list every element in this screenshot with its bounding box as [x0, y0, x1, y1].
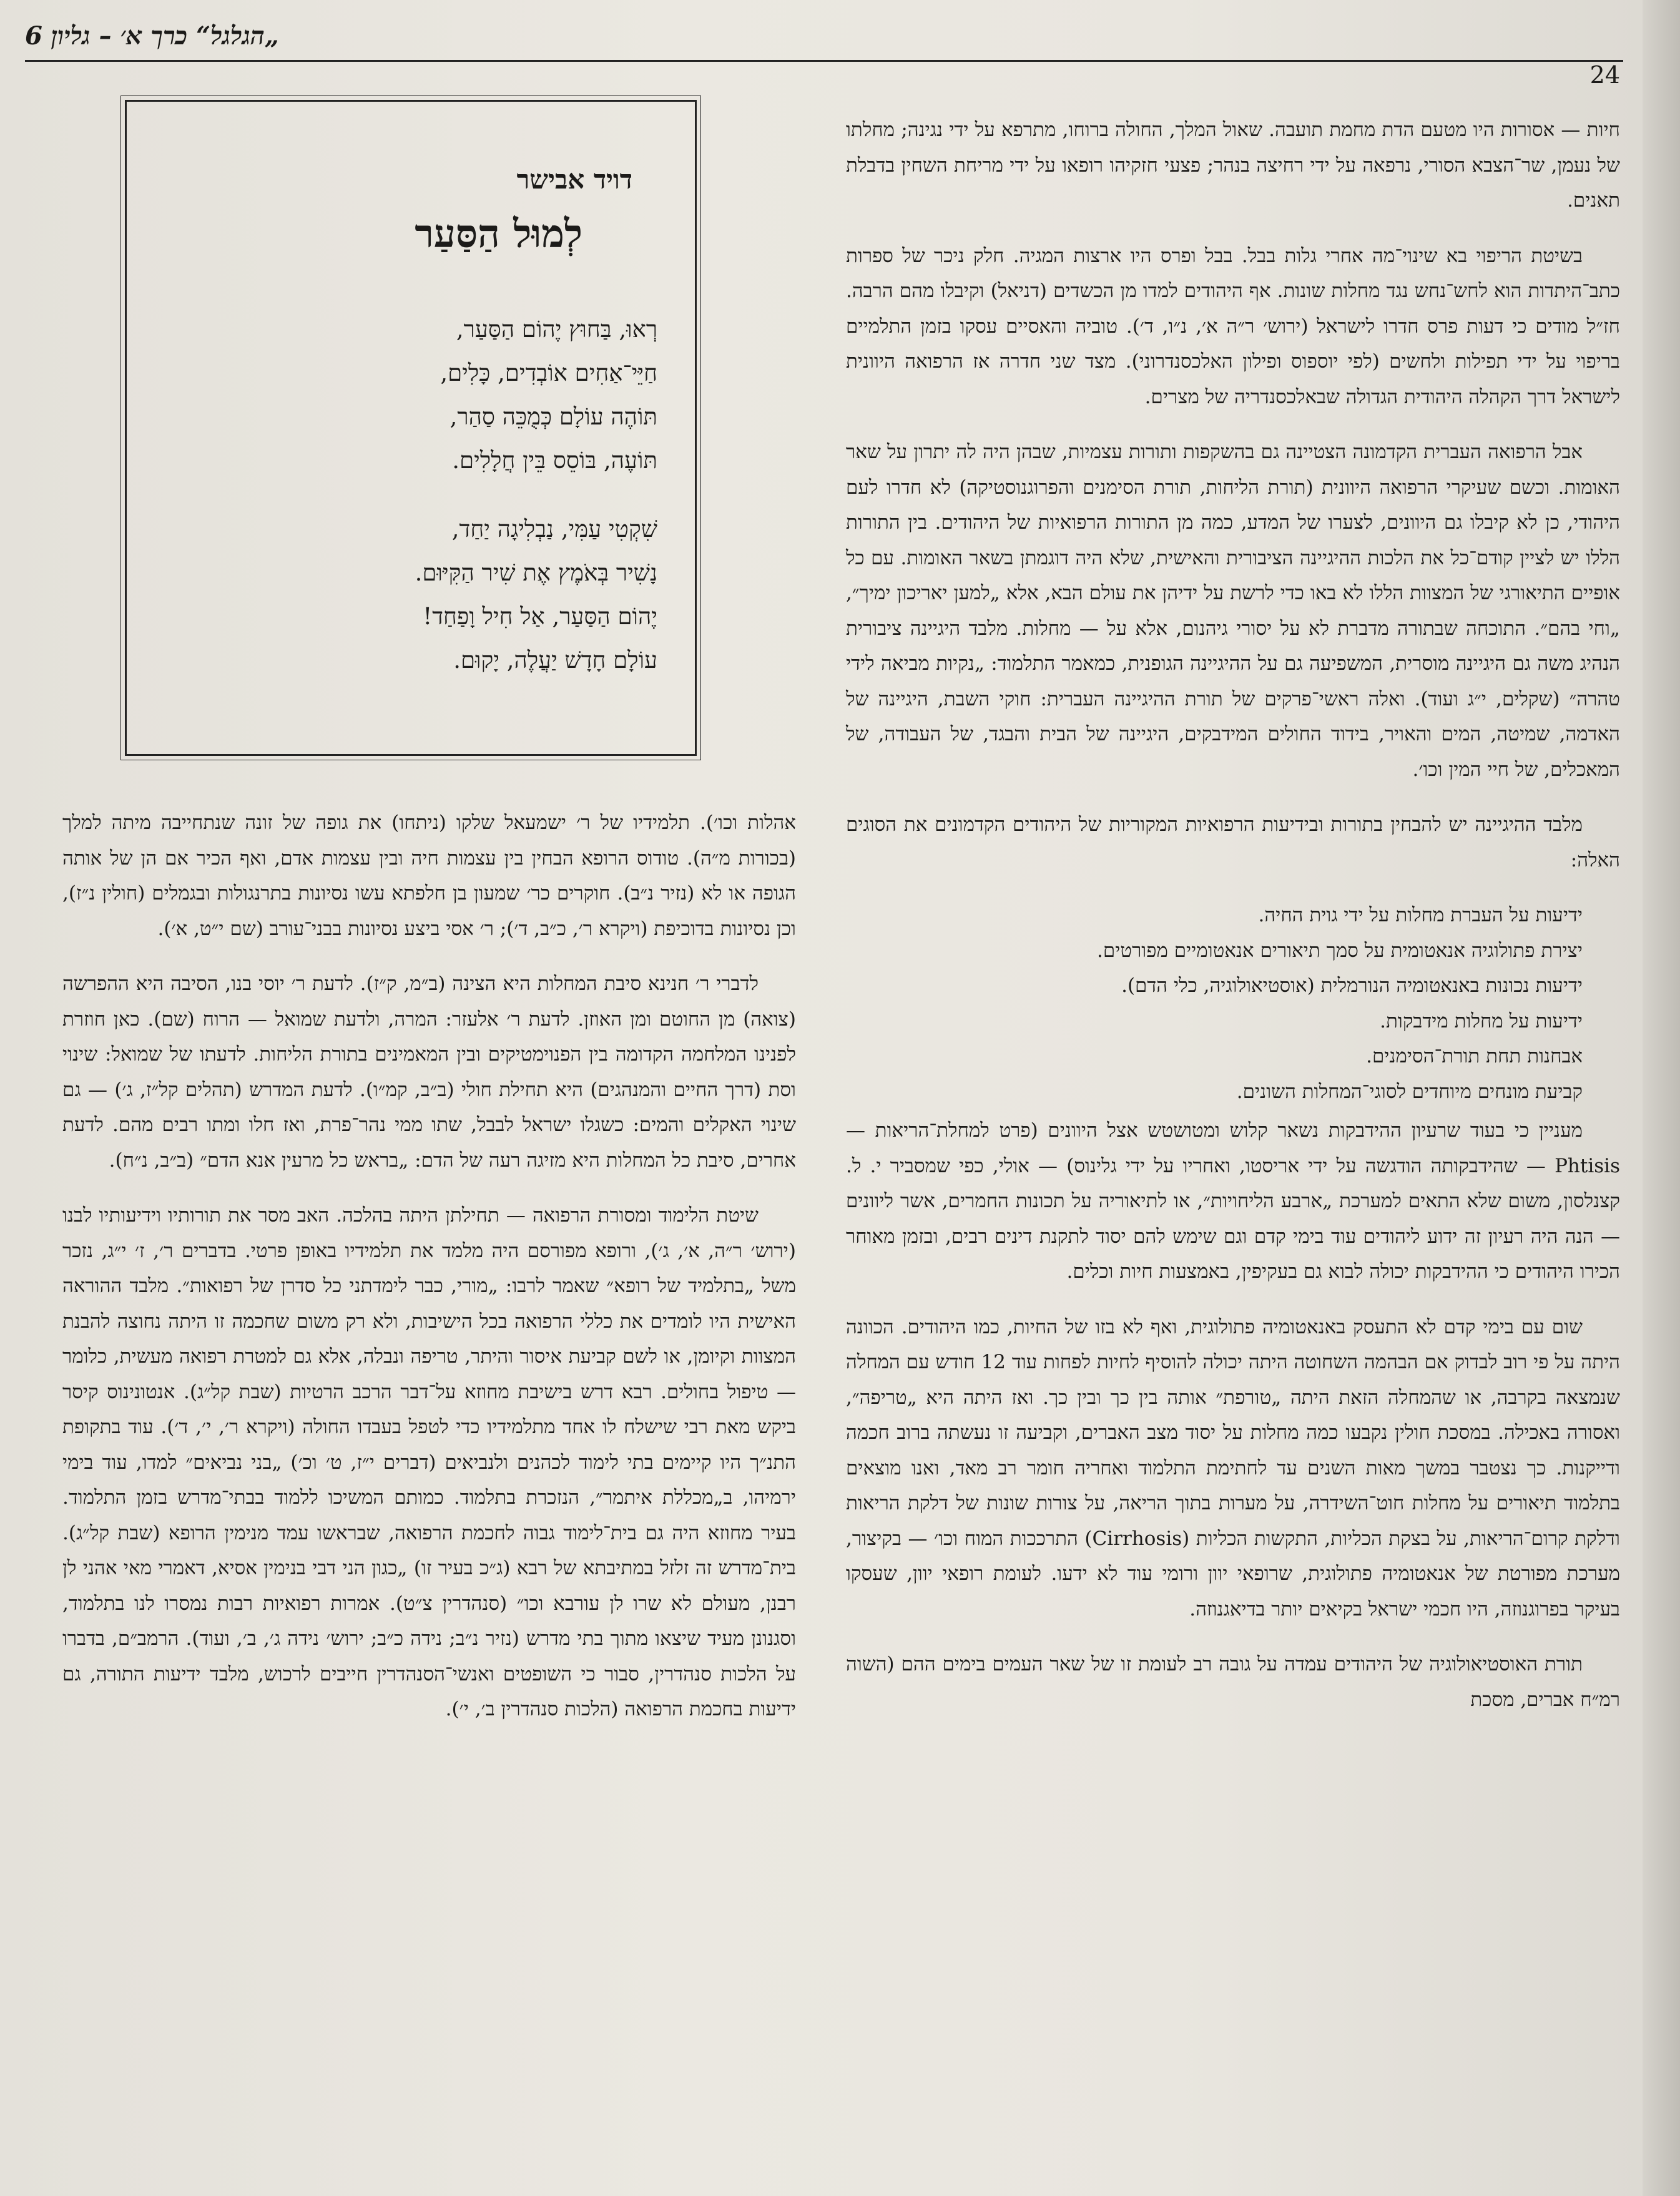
list-item: אבחנות תחת תורת־הסימנים. — [1366, 1045, 1583, 1067]
list-item: ידיעות על מחלות מידבקות. — [1380, 1009, 1583, 1032]
page-edge-shadow — [1643, 0, 1680, 2196]
paragraph: חיות — אסורות היו מטעם הדת מחמת תועבה. שאול המלך, החולה ברוחו, מתרפא על ידי נגינה; מחלתו של נעמן, שר־הצבא הסורי, נרפאה על ידי רחיצה בנהר; פצעי חזקיהו רופאו על ידי מריחת השחין בדבלת תאנים. — [846, 119, 1620, 212]
list-item: ידיעות נכונות באנאטומיה הנורמלית (אוסטיאולוגיה, כלי הדם). — [1121, 974, 1583, 997]
paragraph: אהלות וכו׳). תלמידיו של ר׳ ישמעאל שלקו (ניתחו) את גופה של זונה שנתחייבה מיתה למלך (בכורות מ״ה). טודוס הרופא הבחין בין עצמות חיה ובין עצמות אדם, ואף הכיר אם הן של אותה הגופה או לא (נזיר נ״ב). חוקרים כר׳ שמעון בן חלפתא עשו נסיונות בתרנגולות ובגמלים (חולין נ״ז), וכן נסיונות בדוכיפת (ויקרא ר׳, כ״ב, ד׳); ר׳ אסי ביצע נסיונות בבני־עורב (שם י״ט, א׳). — [62, 811, 796, 940]
poem-line: נָשִׁיר בְּאֹמֶץ אֶת שִׁיר הַקִּיּוּם. — [415, 559, 657, 586]
list-item: ידיעות על העברת מחלות על ידי גוית החיה. — [1258, 904, 1583, 926]
poem-box — [125, 100, 697, 756]
running-header — [25, 14, 1623, 57]
paragraph: בשיטת הריפוי בא שינוי־מה אחרי גלות בבל. בבל ופרס היו ארצות המגיה. חלק ניכר של ספרות כתב־היתדות הוא לחש־נחש נגד מחלות שונות. אף היהודים למדו מן הכשדים (דניאל) וקיבלו מהם הרבה. חז״ל מודים כי דעות פרס חדרו לישראל (ירוש׳ ר״ה א׳, נ״ו, ד׳). טוביה והאסיים עסקו בזמן התלמיים בריפוי על ידי תפילות ולחשים (לפי יוספוס ופילון האלכסנדרוני). מצד שני חדרה אז הרפואה היוונית לישראל דרך הקהלה היהודית הגדולה שבאלכסנדריה של מצרים. — [846, 244, 1620, 408]
paragraph: לדברי ר׳ חנינא סיבת המחלות היא הצינה (ב״מ, ק״ז). לדעת ר׳ יוסי בנו, הסיבה היא ההפרשה (צואה) מן החוטם ומן האוזן. לדעת ר׳ אלעזר: המרה, ולדעת שמואל — הרוח (שם). כאן חוזרת לפנינו המלחמה הקדומה בין הפנוימטיקים ובין המאמינים בתורת הליחות. לדעתו של שמואל: שינוי וסת (דרך החיים והמנהגים) היא תחילת חולי (ב״ב, קמ״ו). לדעת המדרש (תהלים קל״ז, ג׳) — גם שינוי האקלים והמים: כשגלו ישראל לבבל, שתו ממי נהר־פרת, ואז חלו ומתו רבים מהם. לדעת אחרים, סיבת כל המחלות היא מזיגה רעה של הדם: „בראש כל מרעין אנא הדם״ (ב״ב, נ״ח). — [62, 973, 796, 1172]
knowledge-list — [846, 898, 1620, 1109]
paragraph: שום עם בימי קדם לא התעסק באנאטומיה פתולוגית, ואף לא בזו של החיות, כמו היהודים. הכוונה היתה על פי רוב לבדוק אם הבהמה השחוטה היתה יכולה להוסיף לחיות לפחות עוד 12 חודש עם המחלה שנמצאה בקרבה, או שהמחלה הזאת היתה „טורפת״ אותה בין כך ובין כך. ואז היתה היא „טריפה״, ואסורה באכילה. במסכת חולין נקבעו כמה מחלות על יסוד מצב האברים, וקביעה זו נעשתה ברוב חכמה ודייקנות. כך נצטבר במשך מאות השנים עד לחתימת התלמוד ואחריה חומר רב מאד, ואנו מוצאים בתלמוד תיאורים על מחלות חוט־השידרה, על מערות בתוך הריאה, על צורות שונות של דלקת הריאות ודלקת קרום־הריאות, על בצקת הכליות, התקשות הכליות (Cirrhosis) התרככות המוח וכו׳ — בקיצור, מערכת מפורטת של אנאטומיה פתולוגית, שרופאי יוון ורומי עוד לא ידעו. לעומת רופאי יוון, שעסקו בעיקר בפרוגנוזה, היו חכמי ישראל בקיאים יותר בדיאגנוזה. — [846, 1315, 1620, 1620]
poem-line: חַיֵּי־אַחִים אוֹבְדִים, כָּלִים, — [440, 360, 657, 386]
paragraph: שיטת הלימוד ומסורת הרפואה — תחילתן היתה בהלכה. האב מסר את תורותיו וידיעותיו לבנו (ירוש׳ ר״ה, א׳, ג׳), ורופא מפורסם היה מלמד את תלמידיו באופן פרטי. בדברים ר׳, ז׳ י״ג, נזכר משל „בתלמיד של רופא״ שאמר לרבו: „מורי, כבר לימדתני כל סדרן של רפואות״. מלבד ההוראה האישית היו לומדים את כללי הרפואה בכל הישיבות, ולא רק משום שחכמה זו היתה נחוצה להבנת המצוות וקיומן, או לשם קביעת איסור והיתר, טריפה ונבלה, אלא גם למטרת רפואה מעשית, כלומר — טיפול בחולים. רבא דרש בישיבת מחוזא על־דבר הרכב הרטיות (שבת קל״ג). אנטונינוס קיסר ביקש מאת רבי שישלח לו אחד מתלמידיו כדי לטפל בעבדו החולה (ויקרא ר׳, י׳, ד׳). עוד בתקופת התנ״ך היו קיימים בתי לימוד לכהנים ולנביאים (דברים י״ז, ט׳ וכ׳) „בני נביאים״ למדו, עוד בימי ירמיהו, ב„מכללת איתמר״, הנזכרת בתלמוד. כמותם המשיכו ללמוד בבתי־מדרש בזמן התלמוד. בעיר מחוזא היה גם בית־לימוד גבוה לחכמת הרפואה, שבראשו עמד מנימין הרופא (שבת קל״ג). בית־מדרש זה זלזל במתיבתא של רבא (ג״כ בעיר זו) „כגון הני דבי בנימין אסיא, דאמרי מאי אהני לן רבנן, מעולם לא שרו לן עורבא וכו״ (סנהדרין צ״ט). אמרות רפואיות רבות נמסרו לנו בתלמוד, וסגנונן מעיד שיצאו מתוך בתי מדרש (נזיר נ״ב; נידה כ״ב; ירוש׳ נידה ג׳, ב׳, ועוד). הרמב״ם, בדברו על הלכות סנהדרין, סבור כי השופטים ואנשי־הסנהדרין חייבים לרכוש, מלבד ידיעות התורה, גם ידיעות בחכמת הרפואה (הלכות סנהדרין ב׳, י׳). — [62, 1204, 796, 1720]
poem-stanza — [170, 507, 657, 682]
poem-line: יֶהוֹם הַסַּעַר, אַל חִיל וָפַחַד! — [423, 603, 657, 630]
left-text-column — [62, 805, 796, 2179]
page-number: 24 — [1589, 61, 1620, 89]
poem-line: תּוֹהֶה עוֹלָם כְּמֻכֵּה סַהַר, — [449, 403, 657, 430]
list-item: קביעת מונחים מיוחדים לסוגי־המחלות השונים. — [1236, 1080, 1583, 1103]
poem-title: לְמוּל הַסַּעַר — [415, 211, 582, 257]
poem-line: תּוֹעֶה, בּוֹסֵס בֵּין חֲלָלִים. — [452, 447, 657, 474]
poem-line: שִׁקְטִי עַמִּי, נַבְלִיגָה יַחַד, — [451, 516, 657, 542]
poem-author: דויד אבישר — [516, 164, 632, 195]
paragraph: מעניין כי בעוד שרעיון ההידבקות נשאר קלוש ומטושטש אצל היוונים (פרט למחלת־הריאות — Phtisis — שהידבקותה הודגשה על ידי אריסטו, ואחריו על ידי גלינוס) — אולי, כפי שמסביר י. ל. קצנלסון, משום שלא התאים למערכת „ארבע הליחויות״, או לתיאוריה על תכונות החמרים, אשר ליוונים — הנה היה רעיון זה ידוע ליהודים עוד בימי קדם וגם שימש להם יסוד לתקנת דינים רבים, ובזמן מאוחר הכירו היהודים כי ההידבקות יכולה לבוא גם בעקיפין, באמצעות חיות וכלים. — [846, 1119, 1620, 1283]
list-item: יצירת פתולוגיה אנאטומית על סמך תיאורים אנאטומיים מפורטים. — [1097, 939, 1583, 962]
poem-stanza — [170, 308, 657, 483]
header-rule — [25, 60, 1623, 62]
poem-line: עוֹלָם חָדָשׁ יַעֲלֶה, יָקוּם. — [453, 647, 657, 674]
header-title: „הגלגל“ כרך א׳ – גליון 6 — [25, 21, 279, 51]
paragraph: מלבד ההיגיינה יש להבחין בתורות ובידיעות הרפואיות המקוריות של היהודים הקדמונים את הסוגים האלה: — [846, 813, 1620, 871]
paragraph: אבל הרפואה העברית הקדמונה הצטיינה גם בהשקפות ותורות עצמיות, שבהן היה לה יתרון על שאר האומות. וכשם שעיקרי הרפואה היוונית (תורת הליחות, תורת הסימנים והפרוגנוסטיקה) לא חדרו לעם היהודי, כן לא קיבלו גם היוונים, לצערו של המדע, כמה מן התורות הרפואיות של היהודים. בין התורות הללו יש לציין קודם־כל את הלכות ההיגיינה הציבורית והאישית, שלא היה דוגמתן בשאר האומות. עם כל אופיים התיאורגי של המצוות הללו לא באו כדי לרשת על ידיהן את עולם הבא, אלא „למען יאריכון ימיך״, „וחי בהם״. התוכחה שבתורה מדברת לא על יסורי גיהנום, אלא על — מחלות. מלבד היגיינה ציבורית הנהיג משה גם היגיינה מוסרית, המשפיעה גם על ההיגיינה הגופנית, כמאמר התלמוד: „נקיות מביאה לידי טהרה״ (שקלים, י״ג ועוד). ואלה ראשי־פרקים של תורת ההיגיינה העברית: חוקי השבת, היגיינה של האדמה, שמיטה, המים והאויר, בידוד החולים המידבקים, היגיינה של הבית והבגד, של העבודה, של המאכלים, של חיי המין וכו׳. — [846, 441, 1620, 781]
right-text-column — [846, 112, 1620, 2172]
poem-line: רְאוּ, בַּחוּץ יֶהוֹם הַסַּעַר, — [456, 316, 657, 343]
paragraph: תורת האוסטיאולוגיה של היהודים עמדה על גובה רב לעומת זו של שאר העמים בימים ההם (השוה רמ״ח אברים, מסכת — [846, 1653, 1620, 1711]
